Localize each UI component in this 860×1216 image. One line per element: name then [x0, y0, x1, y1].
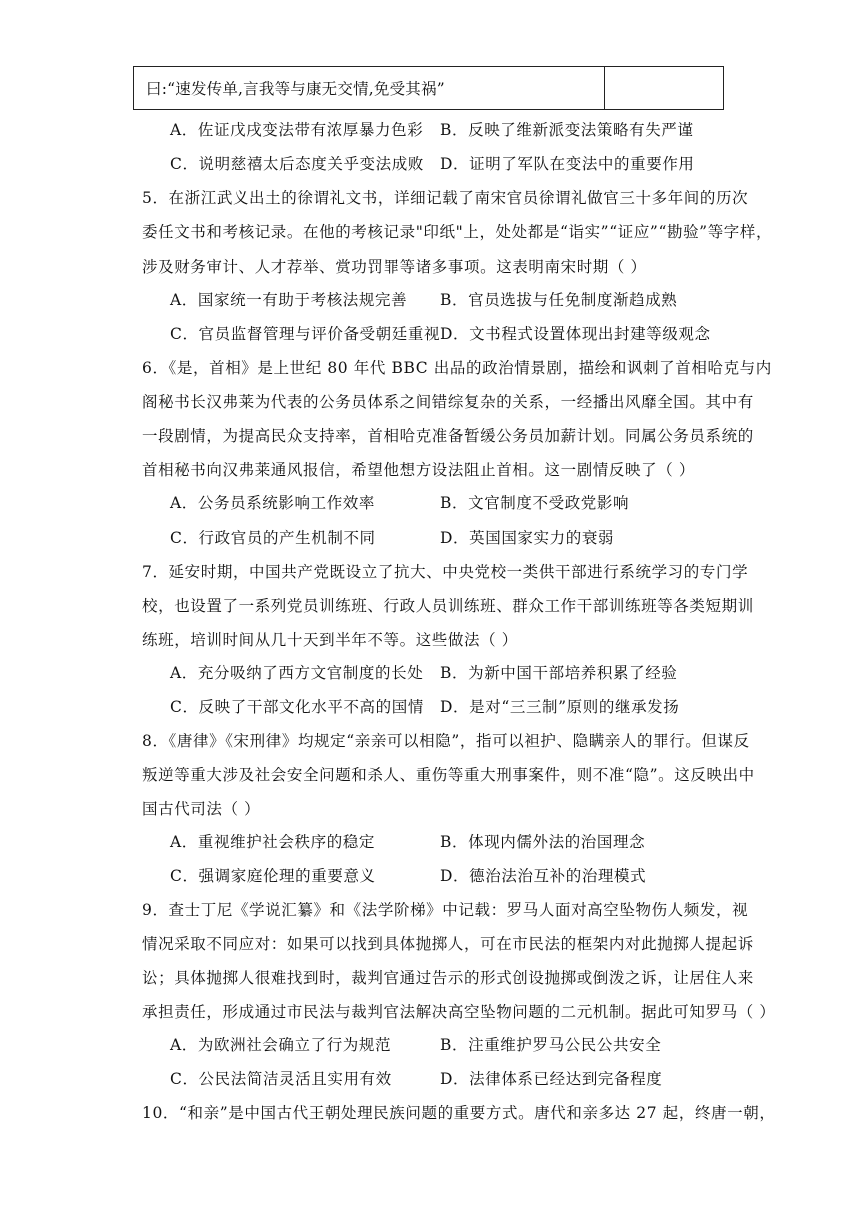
- q10-stem-line: 10．“和亲”是中国古代王朝处理民族问题的重要方式。唐代和亲多达 27 起，终唐一朝，: [142, 1104, 776, 1122]
- q9-stem-line: 情况采取不同应对：如果可以找到具体抛掷人，可在市民法的框架内对此抛掷人提起诉: [142, 935, 754, 953]
- q9-stem-line: 9．查士丁尼《学说汇纂》和《法学阶梯》中记载：罗马人面对高空坠物伤人频发，视: [142, 901, 749, 919]
- q9-stem-line: 讼；具体抛掷人很难找到时，裁判官通过告示的形式创设抛掷或倒泼之诉，让居住人来: [142, 969, 754, 987]
- table-fragment: [133, 66, 724, 110]
- q4-option-b[interactable]: B．反映了维新派变法策略有失严谨: [440, 121, 694, 139]
- q8-option-c[interactable]: C．强调家庭伦理的重要意义: [170, 867, 376, 885]
- q5-option-c[interactable]: C．官员监督管理与评价备受朝廷重视: [170, 325, 441, 343]
- q5-stem-line: 5．在浙江武义出土的徐谓礼文书，详细记载了南宋官员徐谓礼做官三十多年间的历次: [142, 189, 749, 207]
- q7-stem-line: 练班，培训时间从几十天到半年不等。这些做法（ ）: [142, 631, 518, 649]
- q5-option-b[interactable]: B．官员选拔与任免制度渐趋成熟: [440, 291, 678, 309]
- q6-option-b[interactable]: B．文官制度不受政党影响: [440, 494, 630, 512]
- q9-option-a[interactable]: A．为欧洲社会确立了行为规范: [170, 1036, 392, 1054]
- q6-option-d[interactable]: D．英国国家实力的衰弱: [440, 529, 615, 547]
- q7-stem-line: 校，也设置了一系列党员训练班、行政人员训练班、群众工作干部训练班等各类短期训: [142, 597, 754, 615]
- q5-stem-line: 委任文书和考核记录。在他的考核记录"印纸"上，处处都是“诣实”“证应”“勘验”等字样，: [142, 223, 773, 241]
- q8-option-b[interactable]: B．体现内儒外法的治国理念: [440, 833, 646, 851]
- q6-stem-line: 首相秘书向汉弗莱通风报信，希望他想方设法阻止首相。这一剧情反映了（ ）: [142, 461, 695, 479]
- q8-option-a[interactable]: A．重视维护社会秩序的稳定: [170, 833, 375, 851]
- q5-option-a[interactable]: A．国家统一有助于考核法规完善: [170, 291, 408, 309]
- q7-option-d[interactable]: D．是对“三三制”原则的继承发扬: [440, 698, 680, 716]
- q6-option-c[interactable]: C．行政官员的产生机制不同: [170, 529, 376, 547]
- q7-option-b[interactable]: B．为新中国干部培养积累了经验: [440, 664, 678, 682]
- q9-option-d[interactable]: D．法律体系已经达到完备程度: [440, 1070, 663, 1088]
- table-cell-empty: [605, 67, 723, 109]
- table-cell-text: 曰:“速发传单,言我等与康无交情,免受其祸”: [134, 67, 605, 109]
- q4-option-a[interactable]: A．佐证戊戌变法带有浓厚暴力色彩: [170, 121, 424, 139]
- q9-option-c[interactable]: C．公民法简洁灵活且实用有效: [170, 1070, 392, 1088]
- q6-stem-line: 一段剧情，为提高民众支持率，首相哈克准备暂缓公务员加薪计划。同属公务员系统的: [142, 427, 754, 445]
- q4-option-d[interactable]: D．证明了军队在变法中的重要作用: [440, 155, 695, 173]
- q9-stem-line: 承担责任，形成通过市民法与裁判官法解决高空坠物问题的二元机制。据此可知罗马（ ）: [142, 1003, 776, 1021]
- q5-stem-line: 涉及财务审计、人才荐举、赏功罚罪等诸多事项。这表明南宋时期（ ）: [142, 258, 647, 276]
- q6-option-a[interactable]: A．公务员系统影响工作效率: [170, 494, 375, 512]
- q5-option-d[interactable]: D．文书程式设置体现出封建等级观念: [440, 325, 711, 343]
- q8-option-d[interactable]: D．德治法治互补的治理模式: [440, 867, 647, 885]
- q7-option-a[interactable]: A．充分吸纳了西方文官制度的长处: [170, 664, 424, 682]
- q8-stem-line: 8．《唐律》《宋刑律》均规定“亲亲可以相隐”，指可以袒护、隐瞒亲人的罪行。但谋反: [142, 732, 750, 750]
- q7-option-c[interactable]: C．反映了干部文化水平不高的国情: [170, 698, 424, 716]
- q4-option-c[interactable]: C．说明慈禧太后态度关乎变法成败: [170, 155, 424, 173]
- q6-stem-line: 6．《是，首相》是上世纪 80 年代 BBC 出品的政治情景剧，描绘和讽刺了首相哈克与内: [142, 359, 772, 377]
- q9-option-b[interactable]: B．注重维护罗马公民公共安全: [440, 1036, 662, 1054]
- q7-stem-line: 7．延安时期，中国共产党既设立了抗大、中央党校一类供干部进行系统学习的专门学: [142, 563, 749, 581]
- q6-stem-line: 阁秘书长汉弗莱为代表的公务员体系之间错综复杂的关系，一经播出风靡全国。其中有: [142, 393, 754, 411]
- q8-stem-line: 国古代司法（ ）: [142, 800, 261, 818]
- q8-stem-line: 叛逆等重大涉及社会安全问题和杀人、重伤等重大刑事案件，则不准“隐”。这反映出中: [142, 766, 755, 784]
